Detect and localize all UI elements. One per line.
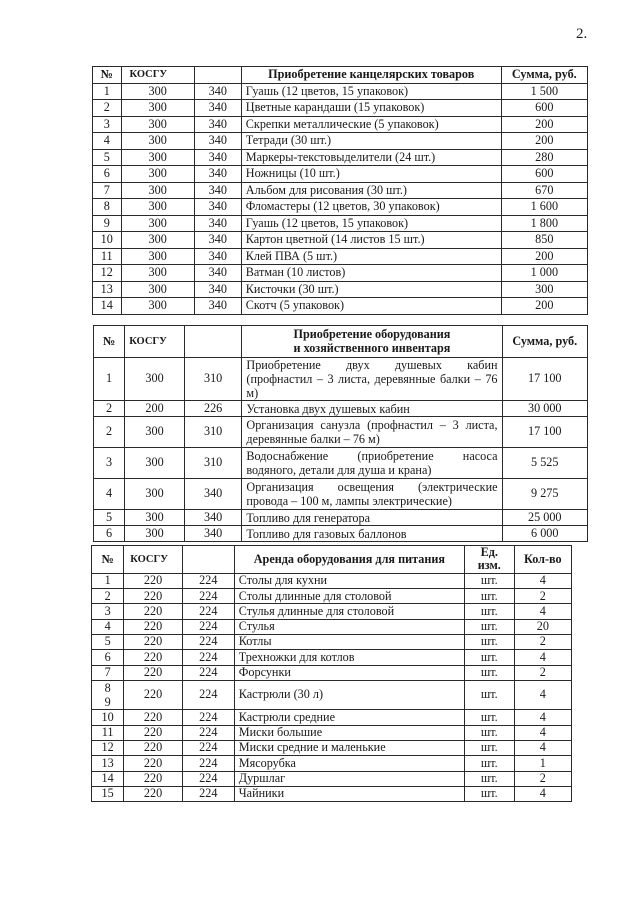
cell-code: 340	[194, 298, 241, 315]
stationery-table-body	[93, 83, 588, 314]
table-row	[93, 83, 588, 100]
table-row	[92, 710, 572, 725]
cell-unit: шт.	[464, 756, 514, 771]
table-row	[93, 215, 588, 232]
cell-code: 340	[184, 510, 242, 526]
cell-kosgu: 200	[125, 401, 185, 417]
cell-num: 5	[92, 635, 124, 650]
cell-sum: 600	[501, 166, 587, 183]
table-row	[93, 298, 588, 315]
col-header-kosgu: КОСГУ	[125, 326, 185, 358]
col-header-title: Аренда оборудования для питания	[234, 546, 464, 574]
cell-num: 14	[93, 298, 122, 315]
cell-item: Стулья	[234, 619, 464, 634]
col-header-title-line2: и хозяйственного инвентаря	[293, 340, 451, 355]
cell-item: Столы для кухни	[234, 573, 464, 588]
cell-num: 2	[94, 401, 125, 417]
cell-num: 7	[93, 182, 122, 199]
table-row	[93, 133, 588, 150]
cell-unit: шт.	[464, 710, 514, 725]
table-row	[92, 573, 572, 588]
col-header-title: Приобретение канцелярских товаров	[241, 67, 501, 84]
cell-code: 340	[194, 248, 241, 265]
cell-kosgu: 300	[125, 448, 185, 479]
cell-kosgu: 300	[121, 281, 194, 298]
cell-kosgu: 300	[121, 298, 194, 315]
cell-num: 10	[93, 232, 122, 249]
cell-num: 10	[92, 710, 124, 725]
cell-num: 12	[92, 740, 124, 755]
cell-kosgu: 300	[121, 232, 194, 249]
cell-item: Организация освещения (электрические провода – 100 м, лампы электрические)	[242, 479, 502, 510]
cell-code: 340	[194, 166, 241, 183]
col-header-sum: Сумма, руб.	[502, 326, 587, 358]
cell-item: Приобретение двух душевых кабин (профнастил – 3 листа, деревянные балки – 76 м)	[242, 358, 502, 401]
table-row	[94, 448, 588, 479]
col-header-code	[194, 67, 241, 84]
cell-num: 1	[94, 358, 125, 401]
cell-kosgu: 300	[121, 265, 194, 282]
cell-kosgu: 220	[124, 771, 183, 786]
rental-table	[91, 545, 572, 802]
table-row	[92, 665, 572, 680]
cell-kosgu: 220	[124, 665, 183, 680]
cell-sum: 1 600	[501, 199, 587, 216]
cell-code: 224	[182, 725, 234, 740]
cell-num-first: 8	[104, 680, 111, 695]
col-header-kosgu: КОСГУ	[121, 67, 194, 84]
table-row	[93, 199, 588, 216]
cell-code: 340	[194, 199, 241, 216]
cell-item: Ножницы (10 шт.)	[241, 166, 501, 183]
cell-num: 5	[94, 510, 125, 526]
cell-num: 12	[93, 265, 122, 282]
cell-item: Скрепки металлические (5 упаковок)	[241, 116, 501, 133]
table-header-row	[92, 546, 572, 574]
cell-sum: 200	[501, 116, 587, 133]
cell-item: Кастрюли средние	[234, 710, 464, 725]
cell-kosgu: 220	[124, 710, 183, 725]
cell-kosgu: 300	[121, 83, 194, 100]
cell-kosgu: 300	[121, 133, 194, 150]
cell-sum: 30 000	[502, 401, 587, 417]
cell-kosgu: 300	[121, 248, 194, 265]
cell-qty: 1	[514, 756, 571, 771]
cell-num: 6	[93, 166, 122, 183]
table-row	[94, 417, 588, 448]
cell-num: 1	[93, 83, 122, 100]
cell-item: Котлы	[234, 635, 464, 650]
cell-kosgu: 220	[124, 650, 183, 665]
cell-num: 11	[92, 725, 124, 740]
cell-sum: 670	[501, 182, 587, 199]
cell-item: Гуашь (12 цветов, 15 упаковок)	[241, 83, 501, 100]
cell-code: 310	[184, 358, 242, 401]
table-row	[92, 771, 572, 786]
table-row	[93, 182, 588, 199]
cell-unit: шт.	[464, 680, 514, 709]
cell-item: Стулья длинные для столовой	[234, 604, 464, 619]
cell-code: 310	[184, 448, 242, 479]
table-row	[93, 232, 588, 249]
cell-unit: шт.	[464, 573, 514, 588]
cell-kosgu: 220	[124, 680, 183, 709]
equipment-table	[93, 325, 588, 542]
cell-kosgu: 300	[121, 149, 194, 166]
cell-kosgu: 300	[121, 166, 194, 183]
cell-sum: 5 525	[502, 448, 587, 479]
cell-code: 224	[182, 604, 234, 619]
table-header-row	[94, 326, 588, 358]
cell-num: 6	[94, 526, 125, 542]
cell-unit: шт.	[464, 619, 514, 634]
cell-sum: 850	[501, 232, 587, 249]
table-row	[93, 116, 588, 133]
cell-num: 7	[92, 665, 124, 680]
cell-qty: 4	[514, 680, 571, 709]
cell-unit: шт.	[464, 725, 514, 740]
cell-kosgu: 220	[124, 604, 183, 619]
cell-item: Ватман (10 листов)	[241, 265, 501, 282]
table-row	[94, 479, 588, 510]
cell-sum: 9 275	[502, 479, 587, 510]
cell-code: 224	[182, 573, 234, 588]
table-row	[92, 725, 572, 740]
table-row	[92, 650, 572, 665]
col-header-title	[242, 326, 502, 358]
cell-item: Кастрюли (30 л)	[234, 680, 464, 709]
cell-qty: 4	[514, 710, 571, 725]
cell-num: 13	[92, 756, 124, 771]
cell-item: Клей ПВА (5 шт.)	[241, 248, 501, 265]
cell-num-second: 9	[104, 694, 111, 709]
cell-num: 2	[93, 100, 122, 117]
cell-code: 224	[182, 635, 234, 650]
cell-num: 2	[94, 417, 125, 448]
cell-unit: шт.	[464, 589, 514, 604]
page-number: 2.	[576, 26, 588, 42]
cell-item: Водоснабжение (приобретение насоса водяного, детали для душа и крана)	[242, 448, 502, 479]
cell-code: 224	[182, 710, 234, 725]
cell-unit: шт.	[464, 635, 514, 650]
cell-kosgu: 300	[121, 215, 194, 232]
col-header-sum: Сумма, руб.	[501, 67, 587, 84]
cell-num	[92, 680, 124, 709]
cell-sum: 1 500	[501, 83, 587, 100]
table-row	[92, 680, 572, 709]
equipment-table-body	[94, 358, 588, 542]
cell-sum: 600	[501, 100, 587, 117]
table-row	[92, 604, 572, 619]
table-row	[92, 619, 572, 634]
cell-code: 224	[182, 680, 234, 709]
stationery-table	[92, 66, 588, 315]
cell-sum: 200	[501, 133, 587, 150]
cell-qty: 4	[514, 604, 571, 619]
cell-item: Дуршлаг	[234, 771, 464, 786]
cell-item: Столы длинные для столовой	[234, 589, 464, 604]
table-row	[93, 149, 588, 166]
table-row	[94, 401, 588, 417]
cell-code: 224	[182, 756, 234, 771]
table-row	[92, 589, 572, 604]
cell-sum: 25 000	[502, 510, 587, 526]
cell-num: 4	[92, 619, 124, 634]
cell-sum: 1 000	[501, 265, 587, 282]
table-row	[92, 635, 572, 650]
cell-kosgu: 220	[124, 635, 183, 650]
cell-kosgu: 220	[124, 573, 183, 588]
cell-code: 340	[184, 479, 242, 510]
rental-table-body	[92, 573, 572, 801]
cell-code: 224	[182, 589, 234, 604]
cell-unit: шт.	[464, 665, 514, 680]
col-header-unit: Ед. изм.	[464, 546, 514, 574]
cell-kosgu: 300	[121, 116, 194, 133]
col-header-kosgu: КОСГУ	[124, 546, 183, 574]
cell-sum: 17 100	[502, 417, 587, 448]
cell-unit: шт.	[464, 650, 514, 665]
cell-num: 8	[93, 199, 122, 216]
table-row	[93, 100, 588, 117]
table-row	[94, 526, 588, 542]
cell-item: Форсунки	[234, 665, 464, 680]
cell-code: 224	[182, 771, 234, 786]
cell-item: Картон цветной (14 листов 15 шт.)	[241, 232, 501, 249]
cell-qty: 2	[514, 665, 571, 680]
cell-num: 13	[93, 281, 122, 298]
cell-sum: 280	[501, 149, 587, 166]
cell-item: Трехножки для котлов	[234, 650, 464, 665]
cell-kosgu: 300	[121, 100, 194, 117]
cell-num: 5	[93, 149, 122, 166]
cell-item: Тетради (30 шт.)	[241, 133, 501, 150]
cell-code: 340	[194, 281, 241, 298]
cell-code: 224	[182, 786, 234, 801]
cell-item: Установка двух душевых кабин	[242, 401, 502, 417]
cell-sum: 17 100	[502, 358, 587, 401]
col-header-code	[184, 326, 242, 358]
cell-sum: 200	[501, 298, 587, 315]
col-header-qty: Кол-во	[514, 546, 571, 574]
table-header-row	[93, 67, 588, 84]
col-header-num: №	[93, 67, 122, 84]
cell-code: 340	[194, 182, 241, 199]
cell-qty: 2	[514, 771, 571, 786]
cell-num: 4	[93, 133, 122, 150]
cell-item: Маркеры-текстовыделители (24 шт.)	[241, 149, 501, 166]
cell-item: Кисточки (30 шт.)	[241, 281, 501, 298]
cell-code: 340	[184, 526, 242, 542]
cell-sum: 300	[501, 281, 587, 298]
cell-unit: шт.	[464, 786, 514, 801]
cell-code: 340	[194, 133, 241, 150]
cell-item: Чайники	[234, 786, 464, 801]
cell-qty: 4	[514, 573, 571, 588]
cell-item: Топливо для газовых баллонов	[242, 526, 502, 542]
cell-kosgu: 220	[124, 786, 183, 801]
cell-unit: шт.	[464, 740, 514, 755]
table-row	[93, 265, 588, 282]
cell-code: 310	[184, 417, 242, 448]
cell-num: 1	[92, 573, 124, 588]
cell-code: 224	[182, 665, 234, 680]
cell-code: 340	[194, 265, 241, 282]
cell-code: 224	[182, 619, 234, 634]
cell-qty: 4	[514, 725, 571, 740]
table-row	[92, 756, 572, 771]
cell-kosgu: 300	[125, 358, 185, 401]
cell-kosgu: 300	[121, 182, 194, 199]
cell-item: Скотч (5 упаковок)	[241, 298, 501, 315]
cell-kosgu: 220	[124, 589, 183, 604]
table-row	[92, 786, 572, 801]
table-row	[94, 510, 588, 526]
cell-code: 226	[184, 401, 242, 417]
cell-num: 4	[94, 479, 125, 510]
cell-item: Организация санузла (профнастил – 3 листа, деревянные балки – 76 м)	[242, 417, 502, 448]
col-header-code	[182, 546, 234, 574]
col-header-title-line1: Приобретение оборудования	[293, 327, 451, 342]
cell-num: 2	[92, 589, 124, 604]
cell-item: Миски большие	[234, 725, 464, 740]
cell-item: Альбом для рисования (30 шт.)	[241, 182, 501, 199]
table-row	[92, 740, 572, 755]
table-row	[93, 248, 588, 265]
cell-kosgu: 300	[125, 417, 185, 448]
cell-qty: 4	[514, 786, 571, 801]
cell-num: 6	[92, 650, 124, 665]
cell-num: 3	[94, 448, 125, 479]
table-row	[93, 281, 588, 298]
cell-item: Миски средние и маленькие	[234, 740, 464, 755]
cell-qty: 4	[514, 650, 571, 665]
cell-unit: шт.	[464, 604, 514, 619]
cell-code: 340	[194, 83, 241, 100]
cell-code: 340	[194, 116, 241, 133]
col-header-num: №	[94, 326, 125, 358]
table-row	[93, 166, 588, 183]
cell-num: 3	[92, 604, 124, 619]
cell-qty: 2	[514, 635, 571, 650]
cell-qty: 2	[514, 589, 571, 604]
cell-sum: 1 800	[501, 215, 587, 232]
cell-kosgu: 220	[124, 740, 183, 755]
cell-kosgu: 220	[124, 725, 183, 740]
cell-item: Гуашь (12 цветов, 15 упаковок)	[241, 215, 501, 232]
cell-kosgu: 300	[121, 199, 194, 216]
cell-item: Фломастеры (12 цветов, 30 упаковок)	[241, 199, 501, 216]
cell-num: 9	[93, 215, 122, 232]
cell-sum: 200	[501, 248, 587, 265]
cell-num: 14	[92, 771, 124, 786]
cell-kosgu: 220	[124, 619, 183, 634]
cell-kosgu: 300	[125, 479, 185, 510]
cell-kosgu: 220	[124, 756, 183, 771]
cell-num: 15	[92, 786, 124, 801]
cell-item: Мясорубка	[234, 756, 464, 771]
cell-qty: 4	[514, 740, 571, 755]
cell-code: 340	[194, 232, 241, 249]
cell-sum: 6 000	[502, 526, 587, 542]
cell-num: 3	[93, 116, 122, 133]
cell-code: 224	[182, 740, 234, 755]
cell-kosgu: 300	[125, 510, 185, 526]
cell-code: 224	[182, 650, 234, 665]
cell-num: 11	[93, 248, 122, 265]
cell-code: 340	[194, 100, 241, 117]
cell-code: 340	[194, 215, 241, 232]
cell-item: Топливо для генератора	[242, 510, 502, 526]
cell-unit: шт.	[464, 771, 514, 786]
cell-kosgu: 300	[125, 526, 185, 542]
cell-code: 340	[194, 149, 241, 166]
cell-qty: 20	[514, 619, 571, 634]
col-header-num: №	[92, 546, 124, 574]
table-row	[94, 358, 588, 401]
cell-item: Цветные карандаши (15 упаковок)	[241, 100, 501, 117]
